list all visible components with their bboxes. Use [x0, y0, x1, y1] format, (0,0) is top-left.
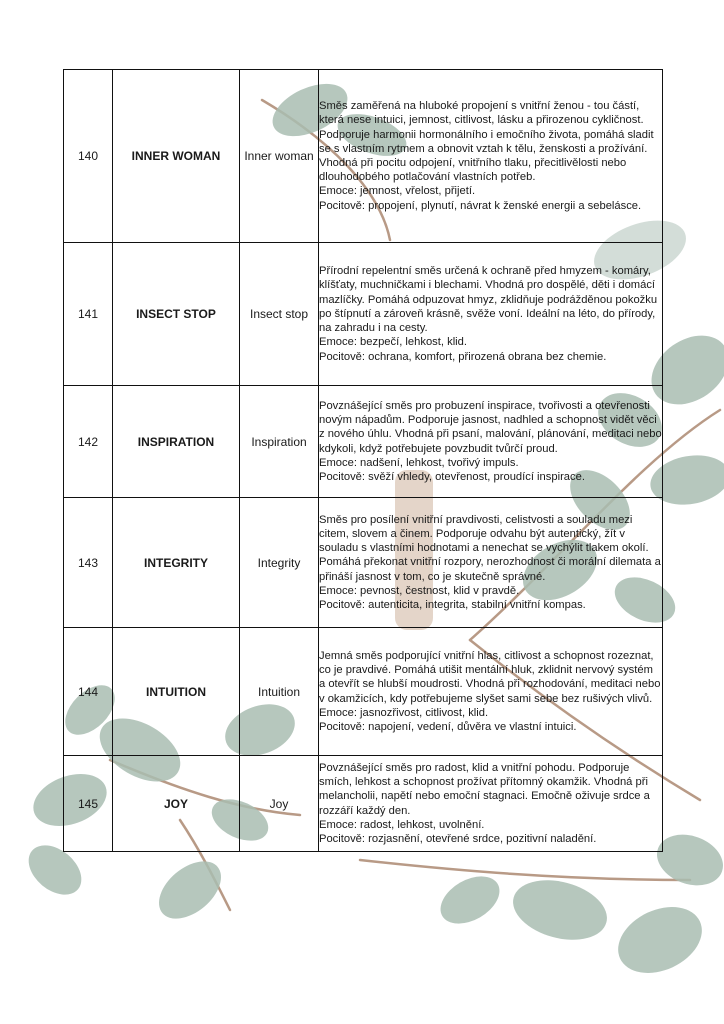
table-row: [64, 756, 663, 852]
emotions-text: Emoce: nadšení, lehkost, tvořivý impuls.: [319, 456, 519, 469]
description-text: Směs pro posílení vnitřní pravdivosti, celistvosti a souladu mezi citem, slovem a činem. Podporuje odvahu být autentický, žít v souladu s vlastními hodnotami a nenechat se vychýlit tlakem okolí. Pomáhá překonat vnitřní rozpory, nerozhodnost či morální dilemata a přináší jasnost v tom, co je skutečně správné.: [319, 513, 661, 583]
row-number: 140: [64, 70, 113, 243]
row-number: 145: [64, 756, 113, 852]
blend-name: JOY: [113, 756, 240, 852]
blend-alt-name: Intuition: [240, 628, 319, 756]
description-text: Přírodní repelentní směs určená k ochraně před hmyzem - komáry, klíšťaty, muchničkami i blechami. Vhodná pro dospělé, děti i domácí mazlíčky. Pomáhá odpuzovat hmyz, zklidňuje podrážděnou pokožku po štípnutí a zároveň krásně, svěže voní. Ideální na léto, do přírody, na zahradu i na cesty.: [319, 265, 658, 335]
feelings-text: Pocitově: autenticita, integrita, stabilní vnitřní kompas.: [319, 599, 586, 611]
blend-name: INSECT STOP: [113, 243, 240, 386]
emotions-text: Emoce: pevnost, čestnost, klid v pravdě.: [319, 584, 520, 597]
emotions-text: Emoce: jemnost, vřelost, přijetí.: [319, 185, 476, 198]
feelings-text: Pocitově: svěží vhledy, otevřenost, proudící inspirace.: [319, 470, 585, 483]
table-row: [64, 498, 663, 628]
description-text: Povznášející směs pro radost, klid a vnitřní pohodu. Podporuje smích, lehkost a schopnost prožívat přítomný okamžik. Vhodná při melancholii, napětí nebo emoční stagnaci. Emočně oživuje srdce a rozzáří každý den.: [319, 761, 650, 817]
blend-description: [319, 70, 663, 243]
blend-alt-name: Inspiration: [240, 386, 319, 498]
row-number: 141: [64, 243, 113, 386]
table-row: [64, 243, 663, 386]
blend-alt-name: Inner woman: [240, 70, 319, 243]
feelings-text: Pocitově: propojení, plynutí, návrat k ženské energii a sebelásce.: [319, 199, 642, 212]
emotions-text: Emoce: bezpečí, lehkost, klid.: [319, 336, 467, 349]
blend-name: INTUITION: [113, 628, 240, 756]
blend-description: [319, 386, 663, 498]
blend-alt-name: Insect stop: [240, 243, 319, 386]
feelings-text: Pocitově: ochrana, komfort, přirozená obrana bez chemie.: [319, 350, 607, 363]
description-text: Směs zaměřená na hluboké propojení s vnitřní ženou - tou částí, která nese intuici, jemnost, citlivost, lásku a přirozenou cykličnost. Podporuje harmonii hormonálního i emočního života, pomáhá sladit se s vlastním rytmem a obnovit vztah k tělu, ženskosti a prožívání. Vhodná při pocitu odpojení, vnitřního tlaku, přecitlivělosti nebo dlouhodobého potlačování vlastních potřeb.: [319, 100, 654, 184]
description-text: Povznášející směs pro probuzení inspirace, tvořivosti a otevřenosti novým nápadům. Podporuje jasnost, nadhled a schopnost vidět věci z nového úhlu. Vhodná při psaní, malování, plánování, meditaci nebo kdykoli, když potřebujete povzbudit tvůrčí proud.: [319, 399, 662, 455]
blend-alt-name: Integrity: [240, 498, 319, 628]
blend-name: INSPIRATION: [113, 386, 240, 498]
blend-description: [319, 628, 663, 756]
row-number: 142: [64, 386, 113, 498]
blend-description: [319, 498, 663, 628]
blend-name: INTEGRITY: [113, 498, 240, 628]
table-row: [64, 386, 663, 498]
emotions-text: Emoce: radost, lehkost, uvolnění.: [319, 818, 485, 831]
row-number: 144: [64, 628, 113, 756]
description-text: Jemná směs podporující vnitřní hlas, citlivost a schopnost rozeznat, co je pravdivé. Pomáhá utišit mentální hluk, zklidnit nervový systém a otevřít se hlubší moudrosti. Vhodná při rozhodování, meditaci nebo v okamžicích, kdy potřebujeme slyšet sami sebe bez rušivých vlivů.: [319, 649, 661, 705]
blend-name: INNER WOMAN: [113, 70, 240, 243]
blend-description: [319, 243, 663, 386]
blend-alt-name: Joy: [240, 756, 319, 852]
blend-table: [63, 69, 663, 852]
emotions-text: Emoce: jasnozřivost, citlivost, klid.: [319, 706, 489, 719]
blend-description: [319, 756, 663, 852]
feelings-text: Pocitově: napojení, vedení, důvěra ve vlastní intuici.: [319, 720, 577, 733]
feelings-text: Pocitově: rozjasnění, otevřené srdce, pozitivní naladění.: [319, 832, 597, 845]
row-number: 143: [64, 498, 113, 628]
table-row: [64, 70, 663, 243]
table-row: [64, 628, 663, 756]
